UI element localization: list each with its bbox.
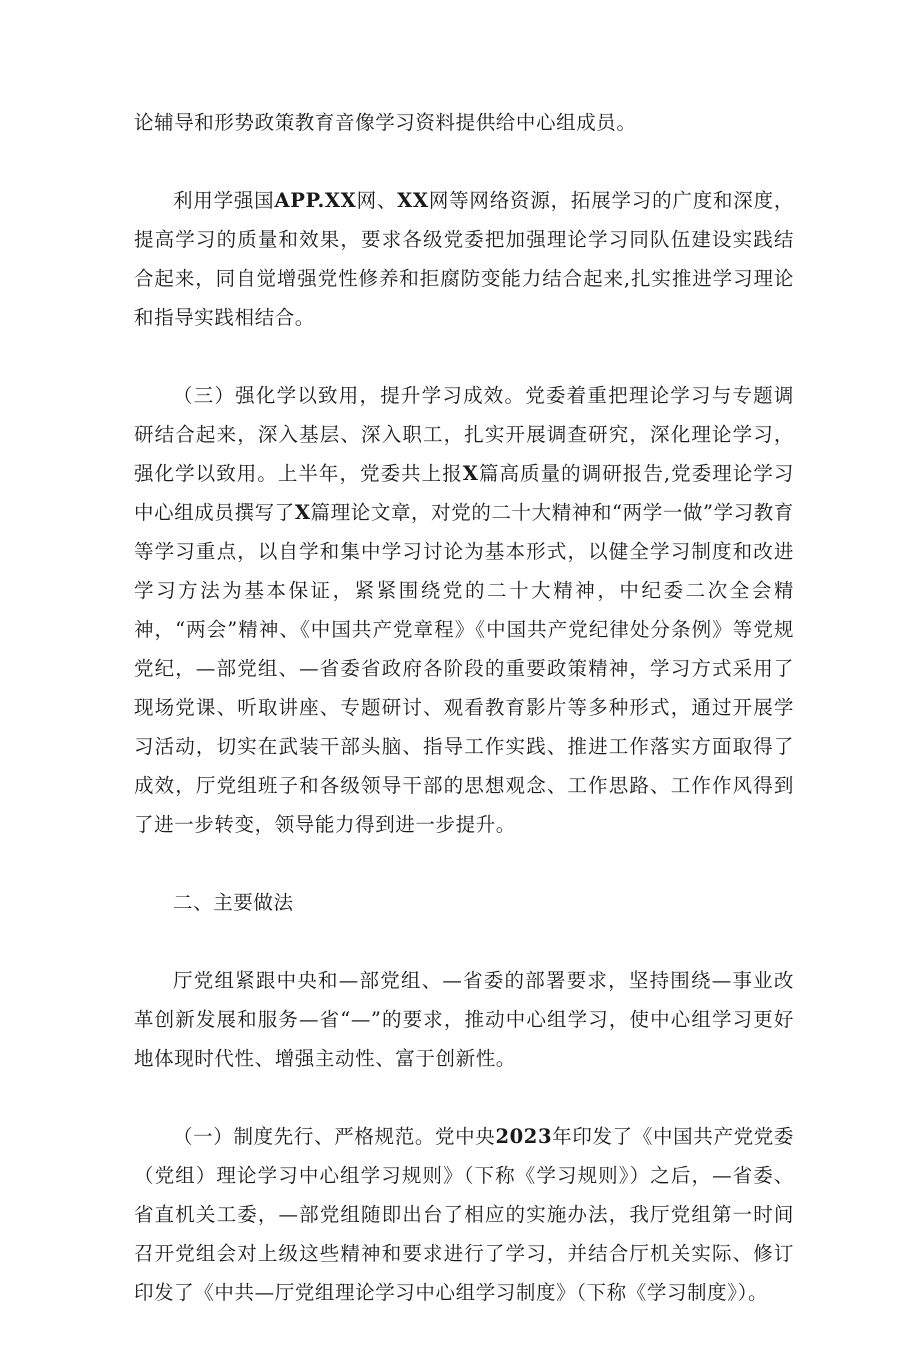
paragraph-text: 网、 xyxy=(356,189,398,212)
bold-count-articles: X xyxy=(294,501,311,524)
paragraph-text: 网等网络资源，拓展学习的广度和深度，提高学习的质量和效果，要求各级党委把加强理论学习同队伍建设实践结合起来，同自觉增强党性修养和拒腐防变能力结合起来,扎实推进学习理论和指导实践相结合。 xyxy=(134,189,794,329)
document-body xyxy=(134,103,794,1351)
paragraph-text: 年印发了《中国共产党党委（党组）理论学习中心组学习规则》（下称《学习规则》）之后，—省委、省直机关工委，—部党组随即出台了相应的实施办法，我厅党组第一时间召开党组会对上级这些精神和要求进行了学习，并结合厅机关实际、修订印发了《中共—厅党组理论学习中心组学习制度》（下称《学习制度》）。 xyxy=(134,1125,794,1304)
bold-app-name: APP.XX xyxy=(274,189,357,212)
paragraph-text: 论辅导和形势政策教育音像学习资料提供给中心组成员。 xyxy=(134,111,637,134)
paragraph-text: 利用学强国 xyxy=(173,189,275,212)
bold-count-reports: X xyxy=(462,462,479,485)
bold-site-name: XX xyxy=(397,189,429,212)
paragraph-text: （三）强化学以致用，提升学习成效。党委着重把理论学习与专题调研结合起来，深入基层、深入职工，扎实开展调查研究，深化理论学习，强化学以致用。上半年，党委共上报 xyxy=(134,384,794,485)
section-heading xyxy=(134,883,794,922)
paragraph-text: 篇高质量的调研报告,党委理论学习中心组成员撰写了 xyxy=(134,462,794,524)
paragraph-section-one xyxy=(134,1117,794,1312)
bold-year: 2023 xyxy=(495,1125,553,1148)
paragraph-text: 篇理论文章，对党的二十大精神和“两学一做”学习教育等学习重点，以自学和集中学习讨论为基本形式，以健全学习制度和改进学习方法为基本保证，紧紧围绕党的二十大精神，中纪委二次全会精神，“两会”精神、《中国共产党章程》《中国共产党纪律处分条例》等党规党纪，—部党组、—省委省政府各阶段的重要政策精神，学习方式采用了现场党课、听取讲座、专题研讨、观看教育影片等多种形式，通过开展学习活动，切实在武装干部头脑、指导工作实践、推进工作落实方面取得了成效，厅党组班子和各级领导干部的思想观念、工作思路、工作作风得到了进一步转变，领导能力得到进一步提升。 xyxy=(134,501,794,836)
paragraph-text: 厅党组紧跟中央和—部党组、—省委的部署要求，坚持围绕—事业改革创新发展和服务—省“—”的要求，推动中心组学习，使中心组学习更好地体现时代性、增强主动性、富于创新性。 xyxy=(134,969,794,1070)
paragraph-section-three xyxy=(134,376,794,844)
paragraph-continuation xyxy=(134,103,794,142)
paragraph-text: （一）制度先行、严格规范。党中央 xyxy=(173,1125,496,1148)
heading-text: 二、主要做法 xyxy=(173,891,294,914)
paragraph-online-resources xyxy=(134,181,794,337)
paragraph-main-practice xyxy=(134,961,794,1078)
